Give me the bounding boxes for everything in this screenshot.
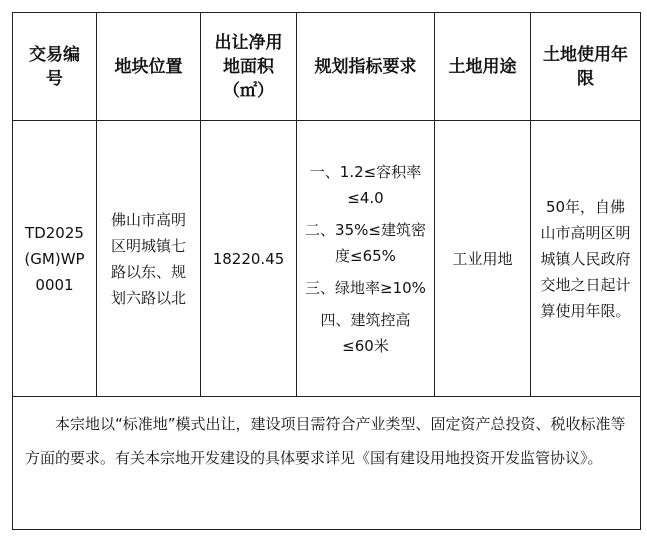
note-row (13, 397, 641, 530)
cell-term: 50年，自佛山市高明区明城镇人民政府交地之日起计算使用年限。 (531, 121, 641, 397)
header-requirements: 规划指标要求 (297, 13, 435, 121)
header-row (13, 13, 641, 121)
note-cell (13, 397, 641, 530)
requirement-density: 二、35%≤建筑密度≤65% (305, 220, 426, 265)
cell-area: 18220.45 (201, 121, 297, 397)
table-row (13, 121, 641, 397)
cell-location: 佛山市高明区明城镇七路以东、规划六路以北 (97, 121, 201, 397)
requirement-height: 四、建筑控高≤60米 (320, 310, 411, 355)
header-code: 交易编号 (13, 13, 97, 121)
requirement-far: 一、1.2≤容积率≤4.0 (309, 162, 422, 207)
header-area: 出让净用地面积（㎡） (201, 13, 297, 121)
header-location: 地块位置 (97, 13, 201, 121)
requirement-green: 三、绿地率≥10% (305, 278, 426, 297)
header-term: 土地使用年限 (531, 13, 641, 121)
cell-requirements (297, 121, 435, 397)
note-text: 本宗地以“标准地”模式出让，建设项目需符合产业类型、固定资产总投资、税收标准等方面的要求。有关本宗地开发建设的具体要求详见《国有建设用地投资开发监管协议》。 (25, 415, 626, 467)
cell-use: 工业用地 (435, 121, 531, 397)
header-use: 土地用途 (435, 13, 531, 121)
land-table-page (12, 12, 640, 530)
cell-code: TD2025(GM)WP0001 (13, 121, 97, 397)
land-transfer-table (12, 12, 641, 530)
